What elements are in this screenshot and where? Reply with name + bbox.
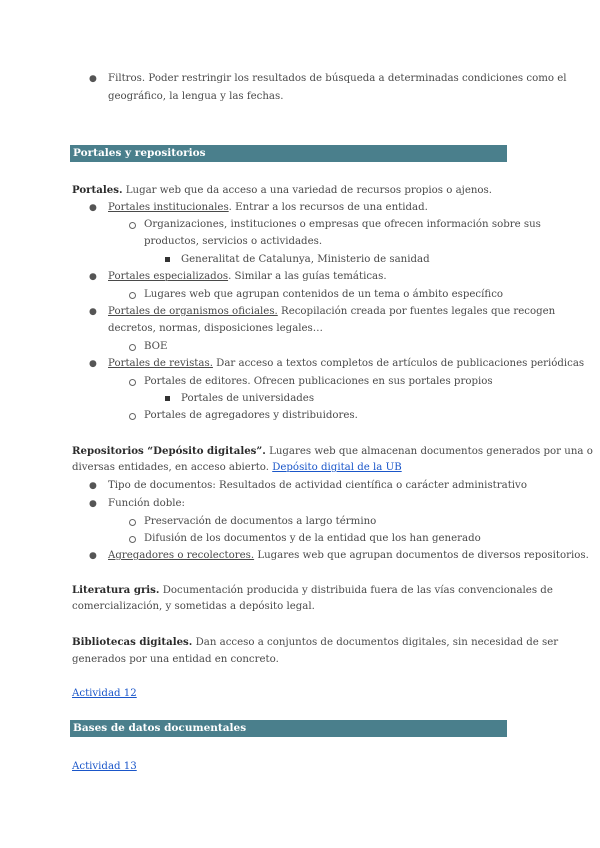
bullet-dot: ● [89, 359, 97, 369]
bullet-circle [129, 536, 136, 543]
tipo-documentos: Tipo de documentos: Resultados de actividad científica o carácter administrativo [108, 480, 527, 491]
revistas-sub-1: Portales de editores. Ofrecen publicaciones en sus portales propios [144, 376, 493, 387]
bullet-dot: ● [89, 551, 97, 561]
especializados-item [108, 270, 387, 284]
bullet-dot: ● [89, 74, 97, 84]
revistas-sub-1-sub: Portales de universidades [181, 393, 315, 404]
oficiales-item [108, 305, 555, 319]
literatura-desc-2: comercialización, y sometidas a depósito legal. [72, 601, 315, 612]
bibliotecas-desc-1: Dan acceso a conjuntos de documentos digitales, sin necesidad de ser [192, 637, 559, 648]
bullet-dot: ● [89, 481, 97, 491]
bullet-square [165, 257, 170, 262]
oficiales-label[interactable]: Portales de organismos oficiales. [108, 306, 278, 317]
institucionales-sub-sub: Generalitat de Catalunya, Ministerio de sanidad [181, 254, 430, 265]
repositorios-desc-2: diversas entidades, en acceso abierto. [72, 462, 273, 473]
section-heading-portales: Portales y repositorios [70, 145, 507, 162]
oficiales-desc-1: Recopilación creada por fuentes legales que recogen [277, 306, 556, 317]
revistas-desc: Dar acceso a textos completos de artículos de publicaciones periódicas [212, 358, 585, 369]
funcion-sub-2: Difusión de los documentos y de la entidad que los han generado [144, 533, 481, 544]
institucionales-sub-line-1: Organizaciones, instituciones o empresas que ofrecen información sobre sus [144, 219, 541, 230]
oficiales-desc-2: decretos, normas, disposiciones legales… [108, 323, 323, 334]
filtros-line-2: geográfico, la lengua y las fechas. [108, 91, 284, 102]
revistas-item [108, 357, 584, 371]
institucionales-label[interactable]: Portales institucionales [108, 202, 229, 213]
bibliotecas-term: Bibliotecas digitales. [72, 636, 193, 648]
revistas-label[interactable]: Portales de revistas. [108, 358, 213, 369]
deposito-ub-link[interactable]: Depósito digital de la UB [272, 462, 402, 473]
bullet-dot: ● [89, 307, 97, 317]
oficiales-sub: BOE [144, 341, 168, 352]
especializados-desc: . Similar a las guías temáticas. [228, 271, 387, 282]
literatura-paragraph-1 [72, 583, 553, 598]
filtros-line-1: Filtros. Poder restringir los resultados de búsqueda a determinadas condiciones como el [108, 73, 567, 84]
section-heading-bases-datos: Bases de datos documentales [70, 720, 507, 737]
institucionales-sub-line-2: productos, servicios o actividades. [144, 236, 323, 247]
actividad-13-link[interactable]: Actividad 13 [72, 761, 137, 772]
actividad-12-link[interactable]: Actividad 12 [72, 688, 137, 699]
agregadores-label[interactable]: Agregadores o recolectores. [108, 550, 255, 561]
funcion-sub-1: Preservación de documentos a largo término [144, 516, 377, 527]
bullet-dot: ● [89, 499, 97, 509]
bullet-circle [129, 519, 136, 526]
repositorios-paragraph-1 [72, 444, 593, 459]
institucionales-desc: . Entrar a los recursos de una entidad. [228, 202, 428, 213]
portales-desc: Lugar web que da acceso a una variedad de recursos propios o ajenos. [122, 185, 493, 196]
bullet-dot: ● [89, 272, 97, 282]
especializados-sub: Lugares web que agrupan contenidos de un tema o ámbito específico [144, 289, 504, 300]
portales-term: Portales. [72, 184, 123, 196]
especializados-label[interactable]: Portales especializados [108, 271, 229, 282]
bullet-circle [129, 379, 136, 386]
agregadores-item [108, 549, 589, 563]
funcion-doble: Función doble: [108, 498, 185, 509]
institucionales-item [108, 201, 428, 215]
literatura-desc-1: Documentación producida y distribuida fuera de las vías convencionales de [159, 585, 553, 596]
repositorios-paragraph-2 [72, 461, 402, 475]
bibliotecas-paragraph-1 [72, 635, 558, 650]
bullet-circle [129, 292, 136, 299]
repositorios-desc-1: Lugares web que almacenan documentos generados por una o [265, 446, 593, 457]
bullet-square [165, 396, 170, 401]
bullet-circle [129, 344, 136, 351]
literatura-term: Literatura gris. [72, 584, 160, 596]
bullet-dot: ● [89, 203, 97, 213]
bullet-circle [129, 222, 136, 229]
revistas-sub-2: Portales de agregadores y distribuidores. [144, 410, 358, 421]
bibliotecas-desc-2: generados por una entidad en concreto. [72, 654, 279, 665]
portales-paragraph [72, 183, 492, 198]
agregadores-desc: Lugares web que agrupan documentos de diversos repositorios. [254, 550, 589, 561]
repositorios-term: Repositorios “Depósito digitales”. [72, 445, 266, 457]
bullet-circle [129, 413, 136, 420]
